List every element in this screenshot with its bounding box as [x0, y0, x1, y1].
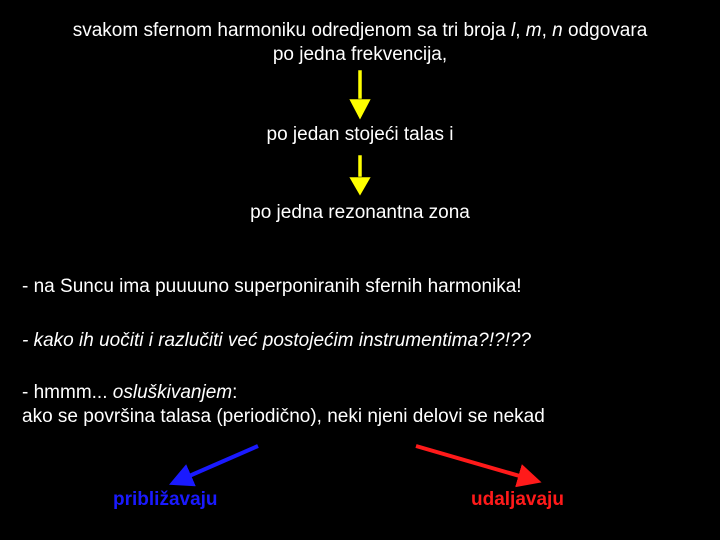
step-standing-wave: po jedan stojeći talas i — [266, 124, 454, 145]
sep-2: , — [541, 20, 553, 41]
recede-arrow — [416, 446, 530, 479]
bullet-harmonics: - na Suncu ima puuuuno superponiranih sfernih harmonika! — [22, 276, 522, 297]
var-m: m — [525, 20, 542, 41]
intro-text-b: odgovara — [562, 20, 648, 41]
approach-arrow — [180, 446, 258, 480]
bullet-hmm-a: - hmmm... — [22, 382, 113, 403]
recede-label: udaljavaju — [471, 489, 564, 510]
step-resonant-zone: po jedna rezonantna zona — [250, 202, 470, 223]
flow-arrow-1 — [349, 70, 371, 120]
flow-arrow-2 — [349, 155, 371, 196]
bullet-question: - kako ih uočiti i razlučiti već postojećim instrumentima?!?!?? — [22, 330, 531, 351]
intro-text-a: svakom sfernom harmoniku odredjenom sa tri broja — [72, 20, 511, 41]
bullet-hmm-c: : — [232, 382, 238, 403]
bullet-hmm-b: osluškivanjem — [112, 382, 233, 403]
intro-line-2: po jedna frekvencija, — [272, 44, 448, 65]
bullet-hmm-line2: ako se površina talasa (periodično), neki njeni delovi se nekad — [22, 406, 545, 427]
var-l: l — [510, 20, 516, 41]
bullet-hmm — [22, 382, 237, 404]
approach-label: približavaju — [113, 489, 218, 510]
var-n: n — [552, 20, 563, 41]
sep-1: , — [515, 20, 526, 41]
